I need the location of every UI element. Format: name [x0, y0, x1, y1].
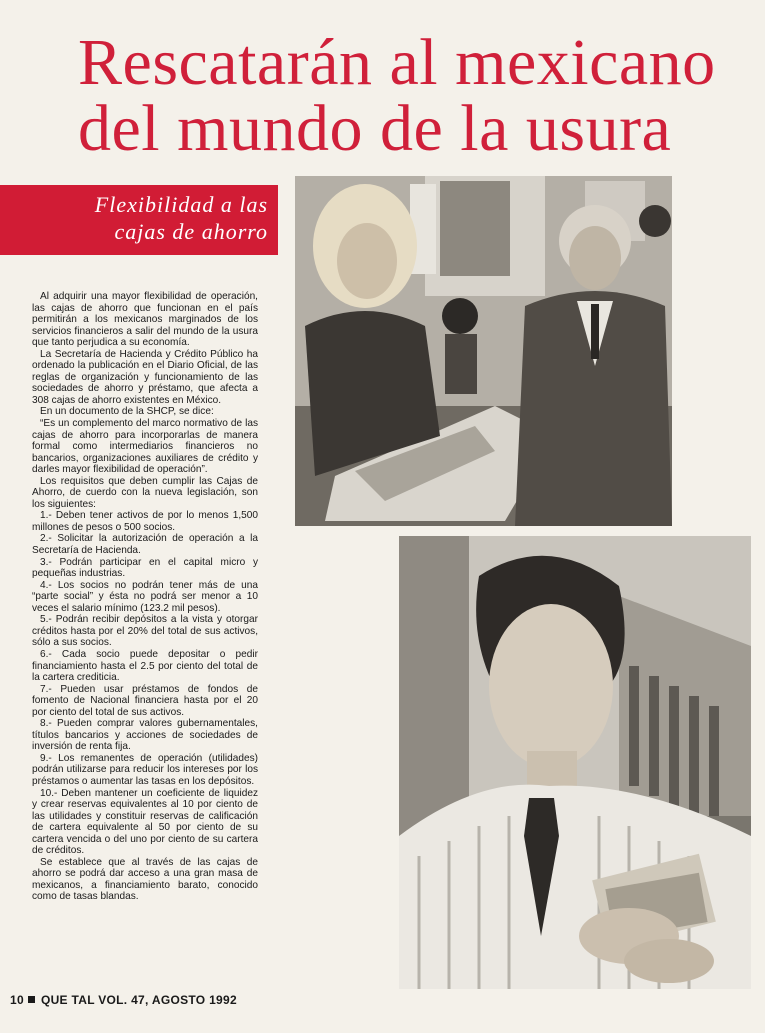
list-item: 1.- Deben tener activos de por lo menos 1,500 millones de pesos o 500 socios.	[32, 510, 258, 533]
headline-line-2: del mundo de la usura	[78, 92, 672, 165]
headline	[78, 26, 748, 165]
photo-counter-scene	[295, 176, 672, 526]
subtitle-line-2: cajas de ahorro	[114, 219, 268, 244]
paragraph: Los requisitos que deben cumplir las Cajas de Ahorro, de cuerdo con la nueva legislación, son los siguientes:	[32, 475, 258, 510]
paragraph: Se establece que al través de las cajas de ahorro se podrá dar acceso a una gran masa de mexicanos, a financiamiento barato, conocido como de tasas blandas.	[32, 856, 258, 903]
photo-counter-scene-graphic	[295, 176, 672, 526]
list-item: 4.- Los socios no podrán tener más de una “parte social” y ésta no podrá ser menor a 10 veces el salario mínimo (123.2 mil pesos).	[32, 579, 258, 614]
list-item: 7.- Pueden usar préstamos de fondos de fomento de Nacional financiera hasta por el 20 por ciento del total de sus activos.	[32, 683, 258, 718]
list-item: 9.- Los remanentes de operación (utilidades) podrán utilizarse para reducir los intereses por los préstamos o aumentar las tasas en los depósitos.	[32, 752, 258, 787]
list-item: 3.- Podrán participar en el capital micro y pequeñas industrias.	[32, 556, 258, 580]
square-bullet-icon	[28, 996, 35, 1003]
publication-info: QUE TAL VOL. 47, AGOSTO 1992	[40, 993, 237, 1007]
photo-man-with-banknotes	[399, 536, 751, 989]
list-item: 8.- Pueden comprar valores gubernamentales, títulos bancarios y acciones de sociedades de inversión de renta fija.	[32, 718, 258, 753]
list-item: 6.- Cada socio puede depositar o pedir financiamiento hasta el 2.5 por ciento del total de la cartera crediticia.	[32, 648, 258, 684]
list-item: 10.- Deben mantener un coeficiente de liquidez y crear reservas equivalentes al 10 por ciento de las utilidades y constituir reservas de calificación de cartera equivalente al 50 por ciento de su cartera vencida o del uno por ciento de su cartera de créditos.	[32, 787, 258, 857]
subtitle-line-1: Flexibilidad a las	[94, 192, 268, 217]
headline-line-1: Rescatarán al mexicano	[78, 26, 716, 99]
paragraph: “Es un complemento del marco normativo de las cajas de ahorro para incorporarlas de manera formal como intermediarios financieros no bancarios, organizaciones auxiliares de crédito y darles mayor flexibilidad de operación”.	[32, 418, 258, 476]
list-item: 2.- Solicitar la autorización de operación a la Secretaría de Hacienda.	[32, 533, 258, 557]
paragraph: Al adquirir una mayor flexibilidad de operación, las cajas de ahorro que funcionan en el país permitirán a los mexicanos marginados de los servicios financieros a salir del mundo de la usura que tanto perjudica a su economía.	[32, 291, 258, 349]
article-body	[32, 291, 258, 903]
page-footer	[10, 993, 237, 1007]
paragraph: En un documento de la SHCP, se dice:	[40, 406, 214, 418]
photo-man-with-banknotes-graphic	[399, 536, 751, 989]
paragraph: La Secretaría de Hacienda y Crédito Público ha ordenado la publicación en el Diario Oficial, de las reglas de organización y funcionamiento de las sociedades de ahorro y préstamo, que afecta a 308 cajas de ahorro existentes en México.	[32, 348, 258, 406]
subtitle-banner	[0, 185, 278, 255]
list-item: 5.- Podrán recibir depósitos a la vista y otorgar créditos hasta por el 20% del total de sus activos, sólo a sus socios.	[32, 614, 258, 649]
page-number: 10	[10, 993, 24, 1007]
